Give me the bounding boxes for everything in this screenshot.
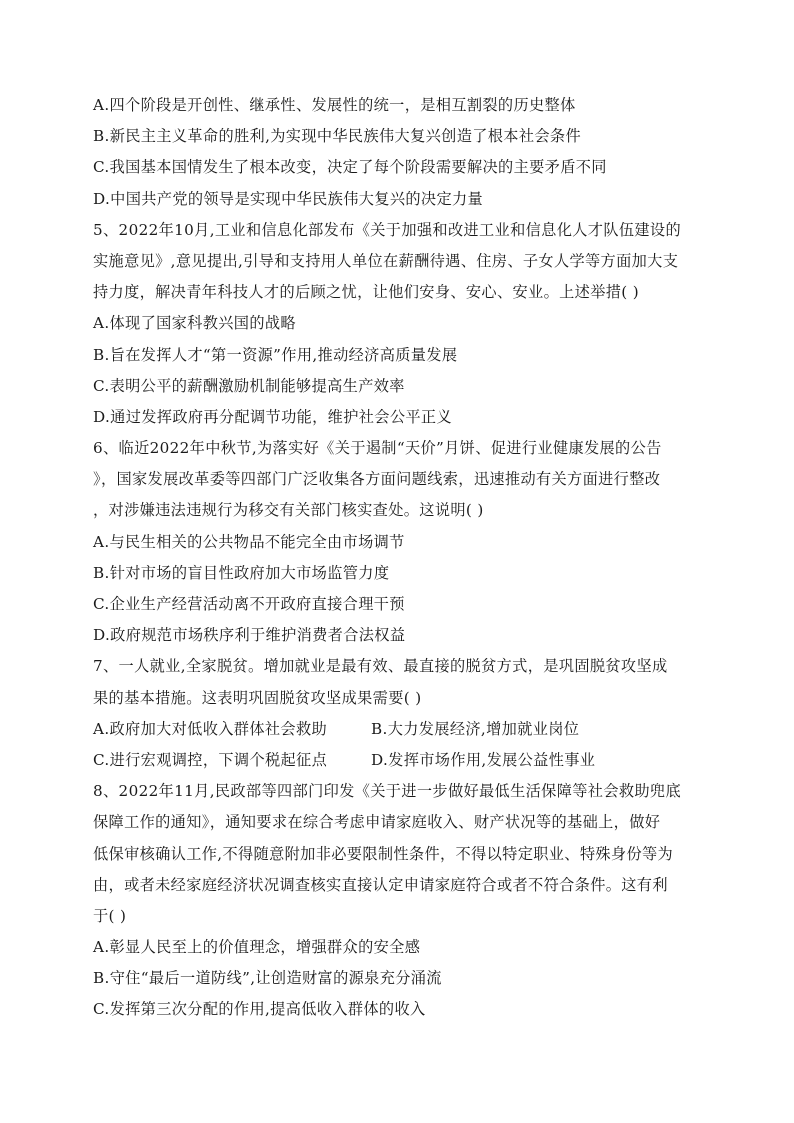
- q7-option-b: B.大力发展经济,增加就业岗位: [371, 719, 580, 738]
- q7-option-c: C.进行宏观调控，下调个税起征点: [93, 750, 328, 769]
- q5-stem-line: 5、2022年10月,工业和信息化部发布《关于加强和改进工业和信息化人才队伍建设的: [93, 220, 682, 239]
- q6-option-a: A.与民生相关的公共物品不能完全由市场调节: [93, 532, 405, 551]
- q8-stem-line: 于( ): [93, 906, 127, 925]
- q5-stem-line: 实施意见》,意见提出,引导和支持用人单位在薪酬待遇、住房、子女人学等方面加大支: [93, 251, 679, 270]
- exam-page: [93, 90, 707, 1026]
- q7-option-a: A.政府加大对低收入群体社会救助: [93, 719, 328, 738]
- q4-option-d: D.中国共产党的领导是实现中华民族伟大复兴的决定力量: [93, 189, 484, 208]
- q4-option-b: B.新民主主义革命的胜利,为实现中华民族伟大复兴创造了根本社会条件: [93, 127, 581, 146]
- q6-stem-line: ，对涉嫌违法违规行为移交有关部门核实查处。这说明( ): [93, 501, 484, 520]
- q8-stem-line: 8、2022年11月,民政部等四部门印发《关于进一步做好最低生活保障等社会救助兜底: [93, 782, 682, 801]
- q7-options-row-2: [93, 745, 707, 776]
- q6-stem-line: 6、临近2022年中秋节,为落实好《关于遏制“天价”月饼、促进行业健康发展的公告: [93, 439, 662, 458]
- q5-option-b: B.旨在发挥人才“第一资源”作用,推动经济高质量发展: [93, 345, 458, 364]
- q8-stem-line: 保障工作的通知》，通知要求在综合考虑申请家庭收入、财产状况等的基础上，做好: [93, 813, 661, 832]
- q5-option-a: A.体现了国家科教兴国的战略: [93, 314, 296, 333]
- q6-option-b: B.针对市场的盲目性政府加大市场监管力度: [93, 563, 390, 582]
- q8-stem-line: 由，或者未经家庭经济状况调查核实直接认定申请家庭符合或者不符合条件。这有利: [93, 875, 668, 894]
- q7-option-d: D.发挥市场作用,发展公益性事业: [371, 750, 596, 769]
- q7-stem-line: 果的基本措施。这表明巩固脱贫攻坚成果需要( ): [93, 688, 422, 707]
- q6-option-c: C.企业生产经营活动离不开政府直接合理干预: [93, 595, 405, 613]
- q7-stem-line: 7、一人就业,全家脱贫。增加就业是最有效、最直接的脱贫方式，是巩固脱贫攻坚成: [93, 657, 668, 676]
- q6-option-d: D.政府规范市场秩序利于维护消费者合法权益: [93, 626, 406, 645]
- q5-option-c: C.表明公平的薪酬激励机制能够提高生产效率: [93, 376, 405, 395]
- q8-option-b: B.守住“最后一道防线”,让创造财富的源泉充分涌流: [93, 969, 442, 988]
- q6-stem-line: 》，国家发展改革委等四部门广泛收集各方面问题线索，迅速推动有关方面进行整改: [93, 470, 661, 489]
- q4-option-a: A.四个阶段是开创性、继承性、发展性的统一，是相互割裂的历史整体: [93, 96, 576, 114]
- q4-option-c: C.我国基本国情发生了根本改变，决定了每个阶段需要解决的主要矛盾不同: [93, 158, 607, 177]
- q5-stem-line: 持力度，解决青年科技人才的后顾之忧，让他们安身、安心、安业。上述举措( ): [93, 283, 640, 302]
- q8-option-a: A.彰显人民至上的价值理念，增强群众的安全感: [93, 938, 421, 957]
- q8-option-c: C.发挥第三次分配的作用,提高低收入群体的收入: [93, 1000, 426, 1019]
- q8-stem-line: 低保审核确认工作,不得随意附加非必要限制性条件，不得以特定职业、特殊身份等为: [93, 844, 674, 863]
- q5-option-d: D.通过发挥政府再分配调节功能，维护社会公平正义: [93, 407, 452, 426]
- q7-options-row-1: [93, 714, 707, 745]
